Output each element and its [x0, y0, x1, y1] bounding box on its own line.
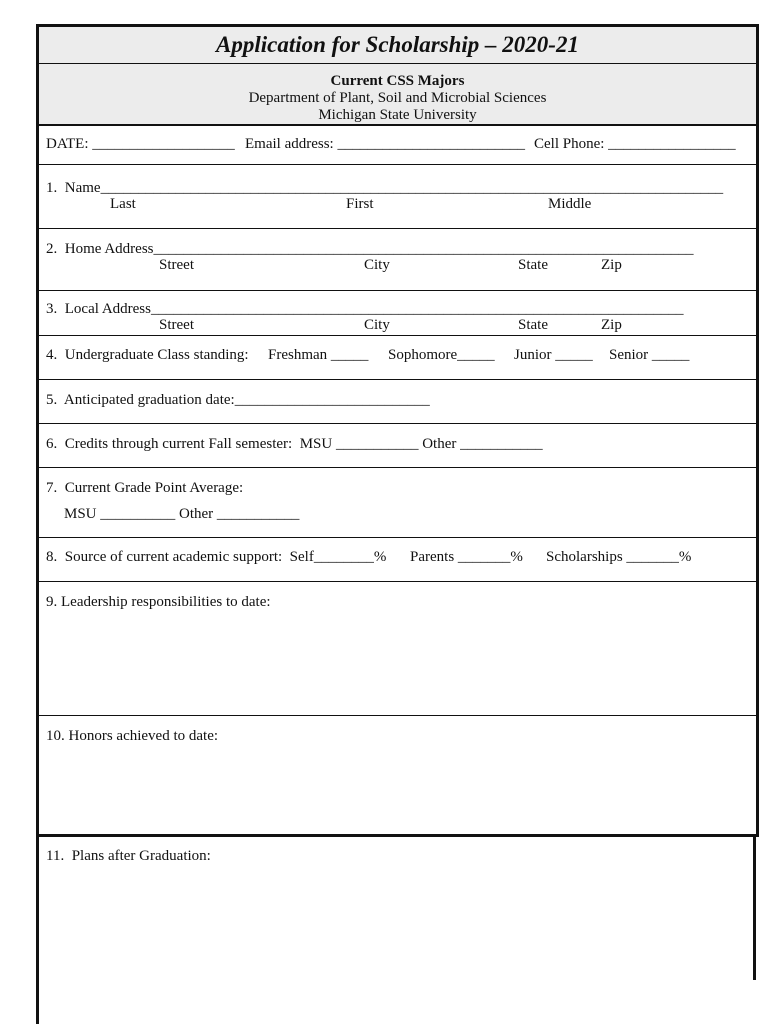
- local-address-field[interactable]: 3. Local Address_______________________________________________________________________: [46, 301, 684, 317]
- header-line1: Current CSS Majors: [330, 73, 465, 89]
- home-address-field[interactable]: 2. Home Address________________________________________________________________________: [46, 241, 694, 257]
- gpa-field[interactable]: MSU __________ Other ___________: [64, 506, 300, 522]
- divider: [39, 581, 756, 582]
- local-city-caption: City: [364, 317, 390, 333]
- divider: [39, 164, 756, 165]
- email-field[interactable]: Email address: _________________________: [245, 136, 525, 152]
- local-zip-caption: Zip: [601, 317, 622, 333]
- name-field[interactable]: 1. Name___________________________________________________________________________________: [46, 180, 724, 196]
- class-standing-label: 4. Undergraduate Class standing:: [46, 347, 249, 363]
- sophomore-field[interactable]: Sophomore_____: [388, 347, 495, 363]
- cell-phone-field[interactable]: Cell Phone: _________________: [534, 136, 736, 152]
- home-zip-caption: Zip: [601, 257, 622, 273]
- home-city-caption: City: [364, 257, 390, 273]
- header-line3: Michigan State University: [318, 107, 477, 123]
- honors-label: 10. Honors achieved to date:: [46, 728, 219, 744]
- divider: [39, 124, 756, 126]
- credits-field[interactable]: 6. Credits through current Fall semester: MSU ___________ Other ___________: [46, 436, 543, 452]
- local-street-caption: Street: [159, 317, 194, 333]
- date-field[interactable]: DATE: ___________________: [46, 136, 235, 152]
- divider: [39, 379, 756, 380]
- support-parents-field[interactable]: Parents _______%: [410, 549, 523, 565]
- header-line2: Department of Plant, Soil and Microbial Sciences: [248, 90, 547, 106]
- junior-field[interactable]: Junior _____: [514, 347, 593, 363]
- gpa-label: 7. Current Grade Point Average:: [46, 480, 244, 496]
- local-state-caption: State: [518, 317, 548, 333]
- support-scholarships-field[interactable]: Scholarships _______%: [546, 549, 692, 565]
- divider: [39, 423, 756, 424]
- name-last-caption: Last: [110, 196, 136, 212]
- divider: [39, 290, 756, 291]
- page-title: Application for Scholarship – 2020-21: [39, 27, 756, 63]
- home-street-caption: Street: [159, 257, 194, 273]
- support-self-field[interactable]: 8. Source of current academic support: Self________%: [46, 549, 387, 565]
- form-header: [39, 64, 756, 124]
- leadership-answer-area[interactable]: [39, 612, 756, 714]
- graduation-date-field[interactable]: 5. Anticipated graduation date:__________________________: [46, 392, 430, 408]
- honors-answer-area[interactable]: [39, 746, 756, 832]
- name-middle-caption: Middle: [548, 196, 592, 212]
- divider: [39, 335, 756, 336]
- frame-right: [756, 24, 759, 836]
- senior-field[interactable]: Senior _____: [609, 347, 690, 363]
- plans-answer-area[interactable]: [39, 866, 751, 976]
- divider: [39, 715, 756, 716]
- leadership-label: 9. Leadership responsibilities to date:: [46, 594, 271, 610]
- name-first-caption: First: [346, 196, 374, 212]
- divider: [36, 834, 759, 837]
- home-state-caption: State: [518, 257, 548, 273]
- frame-right-lower: [753, 836, 756, 980]
- plans-label: 11. Plans after Graduation:: [46, 848, 211, 864]
- divider: [39, 467, 756, 468]
- divider: [39, 537, 756, 538]
- divider: [39, 228, 756, 229]
- freshman-field[interactable]: Freshman _____: [268, 347, 369, 363]
